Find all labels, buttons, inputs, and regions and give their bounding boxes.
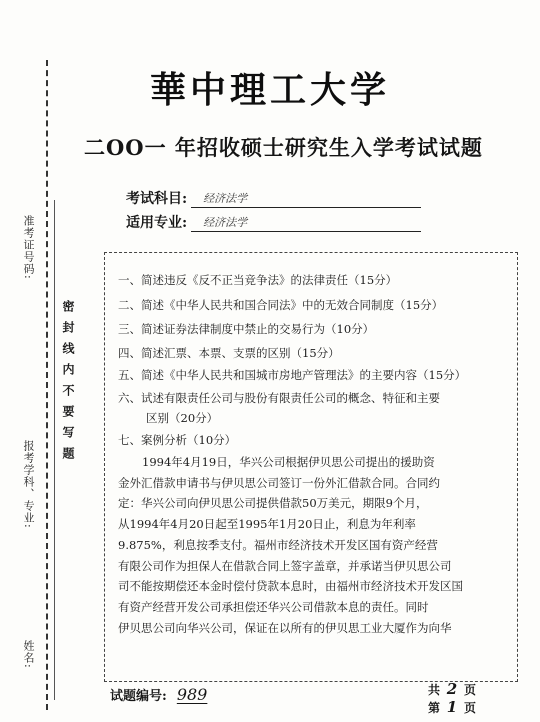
binding-solid-line xyxy=(54,200,55,700)
case-line: 伊贝思公司向华兴公司，保证在以所有的伊贝思工业大厦作为向华 xyxy=(118,620,452,635)
case-line: 有资产经营开发公司承担偿还华兴公司借款本息的责任。同时 xyxy=(118,599,429,614)
exam-code-value: 989 xyxy=(176,685,208,704)
page-current-value: 1 xyxy=(446,698,458,716)
university-name: 華中理工大学 xyxy=(149,69,390,111)
seal-line-notice: 密封线内不要写题 xyxy=(61,300,75,468)
case-text xyxy=(118,452,514,638)
subject-field xyxy=(126,188,421,208)
case-line: 1994年4月19日，华兴公司根据伊贝思公司提出的援助资 xyxy=(142,455,435,469)
major-underline xyxy=(191,215,421,232)
exam-number-label: 准考证号码: xyxy=(22,215,35,280)
page-current-suffix: 页 xyxy=(464,701,477,715)
subject-underline xyxy=(191,191,421,208)
page-total xyxy=(428,680,476,698)
case-line: 司不能按期偿还本金时偿付贷款本息时，由福州市经济技术开发区国 xyxy=(118,579,463,594)
case-line: 从1994年4月20日起至1995年1月20日止，利息为年利率 xyxy=(118,517,416,532)
question-7: 七、案例分析（10分） xyxy=(118,433,237,447)
exam-code xyxy=(110,685,207,704)
major-label: 适用专业: xyxy=(126,215,188,231)
question-4: 四、简述汇票、本票、支票的区别（15分） xyxy=(118,346,340,360)
page-current-prefix: 第 xyxy=(428,701,441,715)
question-2: 二、简述《中华人民共和国合同法》中的无效合同制度（15分） xyxy=(118,298,444,312)
question-1: 一、简述违反《反不正当竞争法》的法律责任（15分） xyxy=(118,273,398,287)
binding-dashed-line xyxy=(46,60,48,710)
case-line: 金外汇借款申请书与伊贝思公司签订一份外汇借款合同。合同约 xyxy=(118,475,440,490)
question-6-cont: 区别（20分） xyxy=(146,411,219,425)
subject-label: 考试科目: xyxy=(126,191,188,207)
question-3: 三、简述证券法律制度中禁止的交易行为（10分） xyxy=(118,322,375,336)
page-total-prefix: 共 xyxy=(428,683,441,697)
page-total-suffix: 页 xyxy=(464,683,477,697)
school-major-label: 报考学科、专业: xyxy=(22,440,35,529)
case-line: 有限公司作为担保人在借款合同上签字盖章，并承诺当伊贝思公司 xyxy=(118,558,452,573)
exam-title: 二OO一 年招收硕士研究生入学考试试题 xyxy=(84,135,483,160)
page-current xyxy=(428,698,476,716)
subject-value: 经济法学 xyxy=(203,192,248,205)
question-5: 五、简述《中华人民共和国城市房地产管理法》的主要内容（15分） xyxy=(118,368,467,382)
question-6: 六、试述有限责任公司与股份有限责任公司的概念、特征和主要 xyxy=(118,391,440,405)
major-field xyxy=(126,212,421,232)
exam-code-label: 试题编号: xyxy=(110,689,167,704)
name-label: 姓名: xyxy=(22,640,35,669)
page-total-value: 2 xyxy=(446,680,458,698)
major-value: 经济法学 xyxy=(203,216,248,229)
case-line: 定：华兴公司向伊贝思公司提供借款50万美元，期限9个月， xyxy=(118,496,428,511)
case-line: 9.875%，利息按季支付。福州市经济技术开发区国有资产经营 xyxy=(118,537,438,552)
